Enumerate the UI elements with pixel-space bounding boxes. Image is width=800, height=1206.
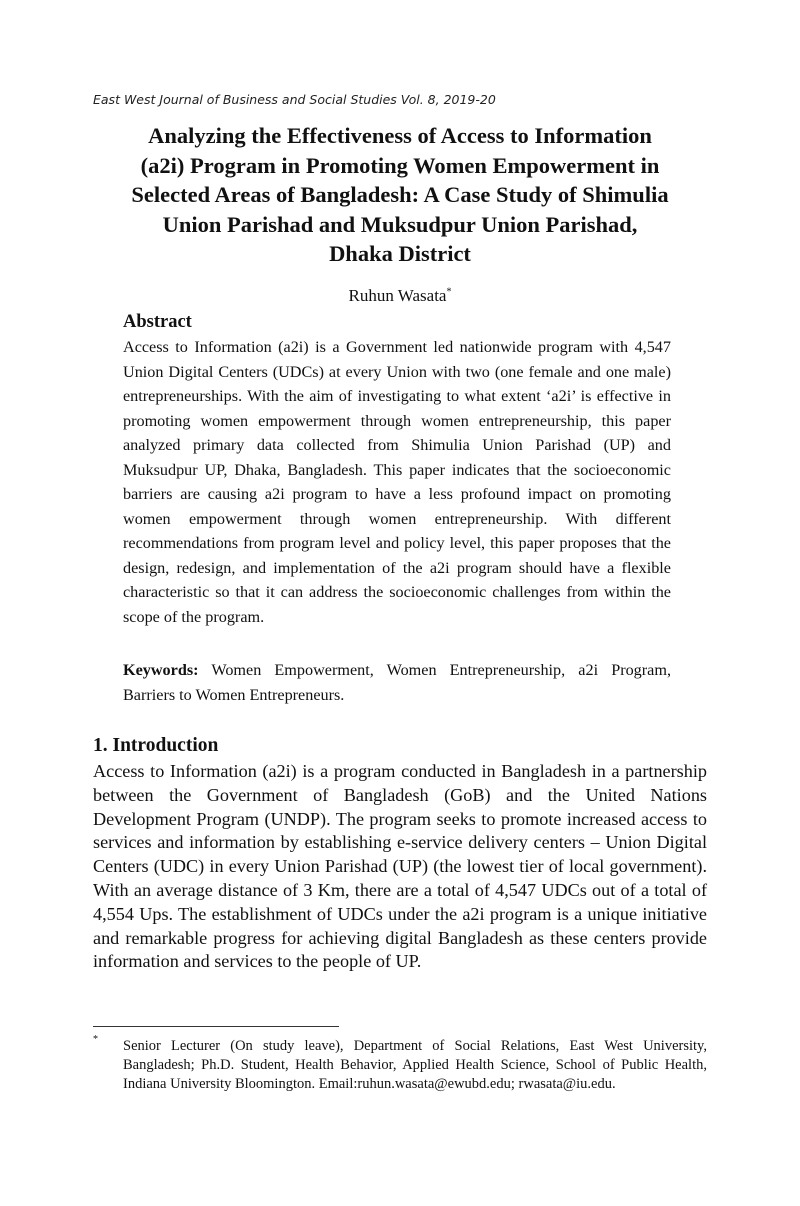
author-line	[0, 286, 800, 306]
section-heading-introduction: 1. Introduction	[93, 735, 219, 756]
paper-title: Analyzing the Effectiveness of Access to Information (a2i) Program in Promoting Women Empowerment in Selected Areas of Bangladesh: A Case Study of Shimulia Union Parishad and Muksudpur Union Parishad, Dhaka District	[131, 123, 669, 266]
abstract-heading: Abstract	[123, 312, 192, 332]
footnote-divider	[93, 1026, 339, 1027]
keywords	[123, 658, 671, 707]
journal-header: East West Journal of Business and Social Studies Vol. 8, 2019-20	[93, 92, 496, 107]
footnote-mark: *	[93, 1034, 98, 1045]
author-name: Ruhun Wasata	[348, 286, 447, 305]
footnote-text: Senior Lecturer (On study leave), Department of Social Relations, East West University, Bangladesh; Ph.D. Student, Health Behavior, Applied Health Science, School of Public Health, Indiana University Bloomington. Email:ruhun.wasata@ewubd.edu; rwasata@iu.edu.	[123, 1038, 707, 1092]
introduction-paragraph: Access to Information (a2i) is a program conducted in Bangladesh in a partnership between the Government of Bangladesh (GoB) and the United Nations Development Program (UNDP). The program seeks to promote increased access to services and information by establishing e-service delivery centers – Union Digital Centers (UDC) in every Union Parishad (UP) (the lowest tier of local government). With an average distance of 3 Km, there are a total of 4,547 UDCs out of a total of 4,554 Ups. The establishment of UDCs under the a2i program is a unique initiative and remarkable progress for achieving digital Bangladesh as these centers provide information and services to the people of UP.	[93, 761, 707, 972]
author-footnote-mark: *	[446, 286, 452, 298]
abstract-text: Access to Information (a2i) is a Government led nationwide program with 4,547 Union Digital Centers (UDCs) at every Union with two (one female and one male) entrepreneurships. With the aim of investigating to what extent ‘a2i’ is effective in promoting women empowerment through women entrepreneurship, this paper analyzed primary data collected from Shimulia Union Parishad (UP) and Muksudpur UP, Dhaka, Bangladesh. This paper indicates that the socioeconomic barriers are causing a2i program to have a less profound impact on promoting women empowerment through women entrepreneurship. With different recommendations from program level and policy level, this paper proposes that the design, redesign, and implementation of the a2i program should have a flexible characteristic so that it can address the socioeconomic challenges from within the scope of the program.	[123, 338, 671, 626]
keywords-label: Keywords:	[123, 661, 199, 679]
keywords-list: Women Empowerment, Women Entrepreneurship, a2i Program, Barriers to Women Entrepreneurs.	[123, 661, 671, 704]
